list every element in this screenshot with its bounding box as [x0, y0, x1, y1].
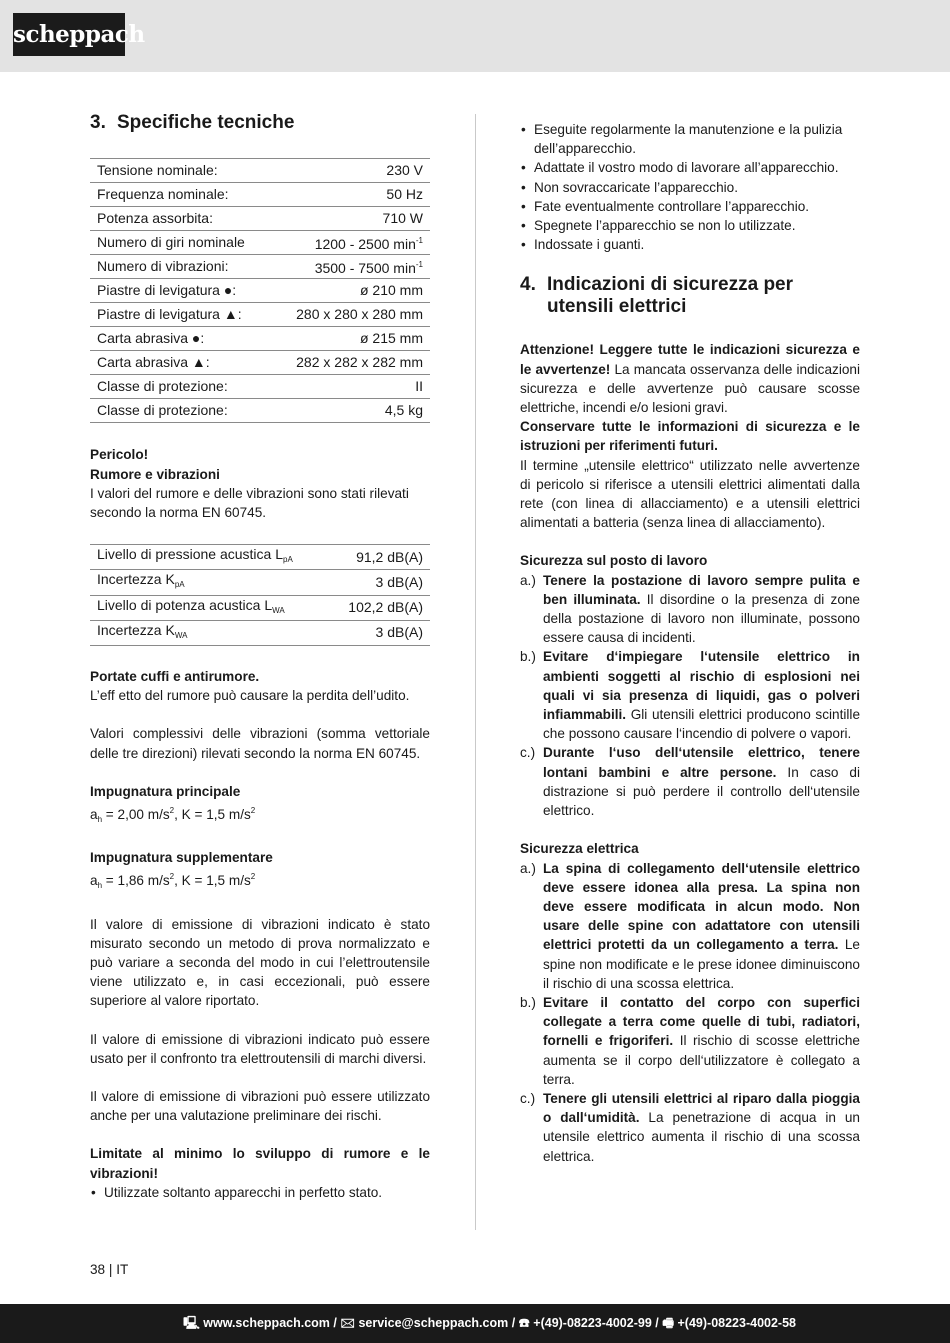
list-item: • Utilizzate soltanto apparecchi in perfetto stato. [90, 1183, 430, 1202]
noise-label-sub: WA [272, 605, 285, 615]
item-text [543, 743, 860, 820]
table-row [90, 279, 430, 303]
header-bar [0, 0, 950, 72]
spec-value-text: II [415, 378, 423, 395]
spec-value [272, 279, 430, 303]
noise-label [90, 545, 329, 570]
item-normal: Le spine non modificate e le prese idonee diminuiscono il rischio di una scossa elettrica. [543, 937, 860, 991]
spec-value [272, 207, 430, 231]
spec-value-sup: -1 [415, 260, 423, 270]
spec-value-text: ø 215 mm [359, 330, 423, 347]
spec-label: Carta abrasiva ▲: [90, 351, 272, 375]
work-safety-title: Sicurezza sul posto di lavoro [520, 553, 708, 569]
noise-label-text: Livello di potenza acustica L [97, 596, 273, 613]
maintenance-list [520, 120, 860, 254]
list-item [520, 743, 860, 820]
spec-value [272, 399, 430, 423]
noise-label [90, 570, 329, 595]
spec-label: Classe di protezione: [90, 375, 272, 399]
work-safety-list [520, 571, 860, 821]
grip-main-title: Impugnatura principale [90, 783, 241, 799]
section-title-4: 4. Indicazioni di sicurezza per utensili elettrici [520, 274, 794, 318]
paragraph-1: Il valore di emissione di vibrazioni indicato è stato misurato secondo un metodo di prova normalizzato e può variare a seconda del modo in cui l’elettroutensile viene utilizzato e, in casi eccezionali, può essere superiore al valore riportato. [90, 916, 430, 1009]
item-normal: La penetrazione di acqua in un utensile elettrico aumenta il rischio di una scossa elettrica. [543, 1110, 860, 1164]
noise-title: Rumore e vibrazioni [90, 466, 220, 482]
ear-text: L’eff etto del rumore può causare la perdita dell’udito. [90, 688, 410, 704]
spec-label: Numero di giri nominale [90, 231, 272, 255]
spec-value-text: 230 V [386, 161, 423, 178]
item-bold: Tenere gli utensili elettrici al riparo dalla pioggia o dall‘umidità. [543, 1090, 860, 1126]
spec-value [272, 303, 430, 327]
fax-icon: 🖷 [662, 1316, 675, 1330]
item-bold: Evitare d‘impiegare l‘utensile elettrico in ambienti soggetti al rischio di esplosioni nei quali vi sia presenza di liquidi, gas o polveri infiammabili. [543, 649, 860, 723]
ear-title: Portate cuffi e antirumore. [90, 669, 260, 685]
list-item: • Non sovraccaricate l’apparecchio. [520, 178, 860, 197]
attention-text: Attenzione! Leggere tutte le indicazioni sicurezza e le avvertenze! La mancata osservanza delle indicazioni sicurezza e delle avvertenze può causare scosse elettriche, incendi e/o lesioni gravi. [520, 342, 860, 416]
noise-text: I valori del rumore e delle vibrazioni sono stati rilevati secondo la norma EN 60745. [90, 485, 409, 521]
table-row [90, 159, 430, 183]
spec-label: Numero di vibrazioni: [90, 255, 272, 279]
grip-extra-title: Impugnatura supplementare [90, 850, 273, 866]
noise-label-text: Incertezza K [97, 571, 175, 588]
electric-safety-title: Sicurezza elettrica [520, 841, 639, 857]
right-column [520, 120, 860, 1166]
noise-value: 91,2 dB(A) [329, 545, 430, 570]
item-label: b.) [520, 994, 536, 1010]
term-text: Il termine „utensile elettrico“ utilizzato nelle avvertenze di pericolo si riferisce a utensili elettrici alimentati dalla rete (con linea di allacciamento) e a utensili elettrici alimentati a batteria (senza linea di allacciamento). [520, 457, 860, 531]
section-title-3: 3. Specifiche tecniche [90, 112, 295, 133]
list-item [520, 859, 860, 993]
spec-value [272, 183, 430, 207]
spec-value [272, 375, 430, 399]
item-text [543, 993, 860, 1089]
spec-value-text: 710 W [382, 209, 423, 226]
spec-value [272, 351, 430, 375]
item-text [543, 647, 860, 743]
table-row [90, 327, 430, 351]
brand-logo: scheppach [13, 13, 125, 56]
spec-label: Potenza assorbita: [90, 207, 272, 231]
spec-value-text: 4,5 kg [384, 402, 423, 419]
list-item: • Spegnete l’apparecchio se non lo utilizzate. [520, 216, 860, 235]
footer-website[interactable]: www.scheppach.com [203, 1316, 330, 1330]
spec-value [272, 255, 430, 279]
item-label: b.) [520, 649, 536, 665]
spec-label: Piastre di levigatura ▲: [90, 303, 272, 327]
spec-label: Tensione nominale: [90, 159, 272, 183]
spec-value [272, 159, 430, 183]
paragraph-2: Il valore di emissione di vibrazioni indicato può essere usato per il confronto tra elettroutensili di marchi diversi. [90, 1031, 430, 1066]
table-row [90, 255, 430, 279]
list-item [520, 1089, 860, 1166]
computer-icon: 🖳 [183, 1316, 200, 1330]
item-text [543, 1089, 860, 1166]
table-row [90, 351, 430, 375]
spec-label: Piastre di levigatura ●: [90, 279, 272, 303]
list-item: • Fate eventualmente controllare l’apparecchio. [520, 197, 860, 216]
keep-instructions: Conservare tutte le informazioni di sicurezza e le istruzioni per riferimenti futuri. [520, 419, 860, 454]
item-bold: Tenere la postazione di lavoro sempre pulita e ben illuminata. [543, 572, 860, 607]
table-row [90, 595, 430, 620]
noise-label [90, 620, 329, 645]
paragraph-3: Il valore di emissione di vibrazioni può essere utilizzato anche per una valutazione preliminare dei rischi. [90, 1089, 430, 1124]
table-row [90, 399, 430, 423]
item-normal: Il disordine o la presenza di zone della postazione di lavoro non illuminate, possono essere causa di incidenti. [543, 591, 860, 646]
item-bold: Evitare il contatto del corpo con superfici collegate a terra come quelle di tubi, radiatori, fornelli e frigoriferi. [543, 994, 860, 1049]
spec-value-text: 280 x 280 x 280 mm [296, 306, 423, 323]
page-number: 38 | IT [90, 1262, 129, 1277]
spec-label: Classe di protezione: [90, 399, 272, 423]
spec-value-sup: -1 [415, 236, 423, 245]
grip-main-value: $a_h = 2,00$ $m/s^2$, K = 1,5 $m/s^2$ [90, 806, 256, 825]
table-row [90, 545, 430, 570]
noise-label-sub: pA [283, 555, 293, 565]
spec-value-text: 282 x 282 x 282 mm [296, 354, 423, 371]
table-row [90, 231, 430, 255]
footer-email[interactable]: service@scheppach.com [358, 1316, 509, 1330]
item-label: c.) [520, 1090, 536, 1106]
spec-label: Frequenza nominale: [90, 183, 272, 207]
list-item [520, 993, 860, 1089]
item-bold: La spina di collegamento dell‘utensile elettrico deve essere idonea alla presa. La spina non deve essere modificata in alcun modo. Non usare delle spine con adattatore con utensili elettrici protetti da un collegamento a terra. [543, 860, 860, 953]
footer-phone: +(49)-08223-4002-99 [533, 1316, 652, 1330]
noise-label-text: Incertezza K [97, 621, 175, 638]
noise-label-sub: pA [174, 580, 185, 590]
limit-list [90, 1183, 430, 1202]
noise-label [90, 595, 329, 620]
item-text [543, 859, 860, 993]
spec-value-text: 1200 - 2500 min [314, 236, 416, 252]
table-row [90, 303, 430, 327]
noise-label-text: Livello di pressione acustica L [97, 546, 283, 563]
item-text [543, 571, 860, 648]
list-item: • Indossate i guanti. [520, 235, 860, 254]
item-label: a.) [520, 860, 536, 876]
left-column [90, 112, 430, 1202]
item-label: c.) [520, 745, 536, 761]
table-row [90, 620, 430, 645]
spec-value-text: 50 Hz [386, 185, 423, 202]
spec-value [272, 231, 430, 255]
table-row [90, 570, 430, 595]
spec-value-text: ø 210 mm [359, 282, 423, 299]
mail-icon: 🖂 [340, 1316, 355, 1330]
noise-table [90, 544, 430, 646]
limit-title: Limitate al minimo lo sviluppo di rumore e le vibrazioni! [90, 1146, 430, 1181]
footer-bar: 🖳 www.scheppach.com / 🖂 service@scheppach.com / ☎ +(49)-08223-4002-99 / 🖷 +(49)-08223-4002-58 [0, 1304, 950, 1343]
noise-label-sub: WA [174, 630, 188, 640]
spec-label: Carta abrasiva ●: [90, 327, 272, 351]
spec-table [90, 158, 430, 423]
table-row [90, 207, 430, 231]
list-item: • Eseguite regolarmente la manutenzione e la pulizia dell’apparecchio. [520, 120, 860, 158]
noise-value: 102,2 dB(A) [329, 595, 430, 620]
list-item: • Adattate il vostro modo di lavorare all’apparecchio. [520, 158, 860, 177]
table-row [90, 375, 430, 399]
electric-safety-list [520, 859, 860, 1166]
list-item [520, 571, 860, 648]
grip-extra-value: $a_h = 1,86$ $m/s^2$, K = 1,5 $m/s^2$ [90, 872, 256, 891]
list-item [520, 647, 860, 743]
noise-value: 3 dB(A) [329, 620, 430, 645]
noise-value: 3 dB(A) [329, 570, 430, 595]
spec-value-text: 3500 - 7500 min [314, 260, 416, 277]
phone-icon: ☎ [518, 1316, 530, 1330]
danger-title: Pericolo! [90, 447, 149, 463]
item-normal: Il rischio di scosse elettriche aumenta se il corpo dell‘utilizzatore è collegato a terra. [543, 1033, 860, 1087]
item-normal: Gli utensili elettrici producono scintille che possono causare l‘incendio di polvere o vapori. [543, 707, 860, 742]
item-bold: Durante l‘uso dell‘utensile elettrico, tenere lontani bambini e altre persone. [543, 745, 860, 780]
item-label: a.) [520, 572, 536, 588]
item-normal: In caso di distrazione si può perdere il controllo dell‘utensile elettrico. [543, 764, 860, 819]
vibration-text: Valori complessivi delle vibrazioni (somma vettoriale delle tre direzioni) rilevati secondo la norma EN 60745. [90, 726, 430, 761]
table-row [90, 183, 430, 207]
column-divider [475, 114, 476, 1230]
spec-value [272, 327, 430, 351]
footer-fax: +(49)-08223-4002-58 [677, 1316, 796, 1330]
